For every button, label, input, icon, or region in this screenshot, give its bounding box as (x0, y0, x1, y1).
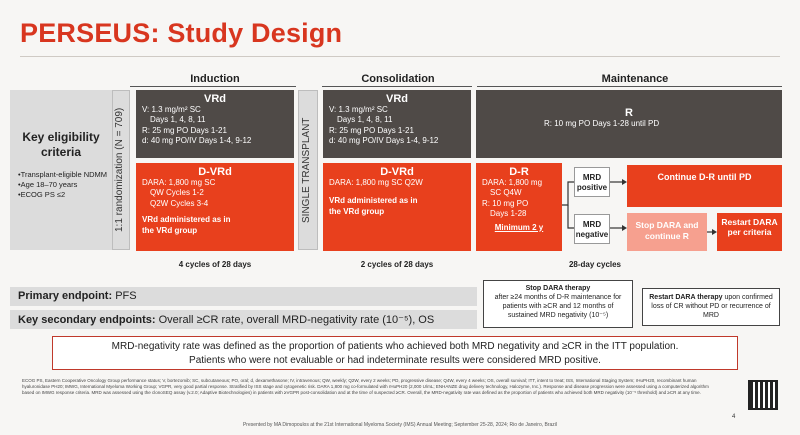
secondary-endpoints (10, 310, 477, 329)
induction-vrd-line: V: 1.3 mg/m² SC (142, 104, 201, 114)
restart-dara-callout (642, 288, 780, 326)
consolidation-dvrd-title: D-VRd (380, 166, 414, 178)
stop-dara-callout-text: after ≥24 months of D-R maintenance for patients with ≥CR and 12 months of sustained MRD negativity (10⁻⁵) (494, 294, 622, 319)
maintenance-cycles: 28-day cycles (568, 260, 622, 269)
maintenance-dr-title: D-R (509, 166, 529, 178)
page-title: PERSEUS: Study Design (20, 18, 343, 48)
maintenance-r-box (476, 90, 782, 158)
continue-dr-box: Continue D-R until PD (627, 165, 782, 207)
phase-maintenance-rule (477, 86, 782, 87)
primary-endpoint (10, 287, 477, 306)
mrd-definition-line: MRD-negativity rate was defined as the proportion of patients who achieved both MRD negativity and ≥CR in the ITT population. (111, 341, 679, 352)
eligibility-title: Key eligibility criteria (22, 130, 100, 159)
restart-dara-callout-text: upon confirmed loss of CR without PD or recurrence of MRD (651, 294, 773, 319)
mrd-negative-box: MRD negative (574, 214, 610, 244)
maintenance-r-title: R (625, 107, 633, 119)
consolidation-vrd-title: VRd (386, 93, 408, 105)
induction-vrd-box (136, 90, 294, 158)
title-divider (20, 56, 780, 57)
induction-vrd-line: R: 25 mg PO Days 1-21 (142, 125, 227, 135)
primary-endpoint-value: PFS (115, 290, 137, 302)
consolidation-dvrd-line: the VRd group (329, 206, 385, 216)
restart-dara-callout-title: Restart DARA therapy (649, 294, 723, 301)
mrd-positive-box: MRD positive (574, 167, 610, 197)
induction-dvrd-line: Q2W Cycles 3-4 (150, 198, 209, 208)
consolidation-dvrd-line: DARA: 1,800 mg SC Q2W (329, 177, 423, 187)
phase-induction: Induction (190, 73, 240, 85)
consolidation-vrd-line: d: 40 mg PO/IV Days 1-4, 9-12 (329, 136, 439, 145)
page-number: 4 (732, 414, 736, 420)
qr-code[interactable] (748, 380, 778, 410)
induction-cycles: 4 cycles of 28 days (178, 260, 252, 269)
phase-consolidation-rule (322, 86, 472, 87)
phase-maintenance: Maintenance (601, 73, 669, 85)
consolidation-vrd-box (323, 90, 471, 158)
stop-to-restart-arrow (707, 226, 717, 238)
eligibility-item: • Age 18–70 years (18, 180, 110, 190)
maintenance-dr-line: DARA: 1,800 mg (482, 177, 543, 187)
restart-dara-box: Restart DARA per criteria (717, 213, 782, 251)
maintenance-dr-line: R: 10 mg PO (482, 198, 529, 208)
induction-dvrd-title: D-VRd (198, 166, 232, 178)
consolidation-dvrd-box (323, 163, 471, 251)
maintenance-dr-box (476, 163, 562, 251)
eligibility-list (18, 170, 110, 200)
consolidation-vrd-line: V: 1.3 mg/m² SC (329, 104, 388, 114)
phase-induction-rule (130, 86, 296, 87)
consolidation-vrd-line: R: 25 mg PO Days 1-21 (329, 125, 414, 135)
footnote: ECOG PS, Eastern Cooperative Oncology Group performance status; V, bortezomib; SC, subcutaneous; PO, oral; d, dexamethasone; IV, intravenous; QW, weekly; Q2W, every 2 weeks; PD, progressive disease; Q4W, every 4 weeks; OS, overall survival; ITT, intent to treat; ISS, International Staging System; rHuPH20, recombinant human hyaluronidase PH20; IMWG, International Myeloma Working Group; VGPR, very good partial response. Stratified by ISS stage and cytogenetic risk. DARA 1,800 mg co-formulated with rHuPH20 (2,000 U/mL; ENHANZE drug delivery technology, Halozyme, Inc.). Response and disease progression were assessed using a computerized algorithm based on IMWG response criteria. MRD was assessed using the clonoSEQ assay (v.2.0; Adaptive Biotechnologies) in patients with ≥VGPR post-consolidation and at the time of suspected ≥CR. Overall, the MRD-negativity rate was defined as the proportion of patients who achieved both MRD negativity (10⁻⁵ threshold) and ≥CR at any time. (22, 378, 709, 395)
consolidation-dvrd-line: VRd administered as in (329, 196, 418, 205)
induction-vrd-line: Days 1, 4, 8, 11 (150, 115, 206, 124)
primary-endpoint-label: Primary endpoint: (18, 290, 113, 302)
maintenance-dr-minimum: Minimum 2 y (494, 222, 544, 232)
secondary-endpoints-label: Key secondary endpoints: (18, 314, 156, 326)
induction-dvrd-line: VRd administered as in (142, 215, 231, 224)
induction-dvrd-box (136, 163, 294, 251)
maintenance-r-line: R: 10 mg PO Days 1-28 until PD (544, 118, 660, 128)
phase-consolidation: Consolidation (361, 73, 435, 85)
stop-dara-box: Stop DARA and continue R (627, 213, 707, 251)
stop-dara-callout-title: Stop DARA therapy (525, 285, 591, 292)
induction-vrd-title: VRd (204, 93, 226, 105)
maintenance-dr-line: Days 1-28 (490, 209, 527, 218)
mrd-definition-line: Patients who were not evaluable or had indeterminate results were considered MRD positive. (189, 355, 601, 366)
secondary-endpoints-value: Overall ≥CR rate, overall MRD-negativity rate (10⁻⁵), OS (158, 314, 435, 326)
consolidation-vrd-line: Days 1, 4, 8, 11 (337, 115, 393, 124)
maintenance-dr-line: SC Q4W (490, 188, 522, 197)
consolidation-dvrd-spacer (329, 188, 465, 196)
induction-dvrd-line: the VRd group (142, 225, 198, 235)
induction-dvrd-line: QW Cycles 1-2 (150, 188, 204, 197)
eligibility-item: • ECOG PS ≤2 (18, 190, 110, 200)
presented-by: Presented by MA Dimopoulos at the 21st International Myeloma Society (IMS) Annual Meeting; September 25-28, 2024; Rio de Janeiro, Brazil (242, 422, 558, 428)
transplant-label: SINGLE TRANSPLANT (301, 117, 312, 223)
consolidation-cycles: 2 cycles of 28 days (360, 260, 434, 269)
induction-dvrd-line: DARA: 1,800 mg SC (142, 177, 216, 187)
eligibility-item: • Transplant-eligible NDMM (18, 170, 110, 180)
induction-vrd-line: d: 40 mg PO/IV Days 1-4, 9-12 (142, 136, 252, 145)
mrd-definition-box (52, 336, 738, 370)
randomization-label: 1:1 randomization (N = 709) (114, 107, 125, 233)
stop-dara-callout (483, 280, 633, 328)
